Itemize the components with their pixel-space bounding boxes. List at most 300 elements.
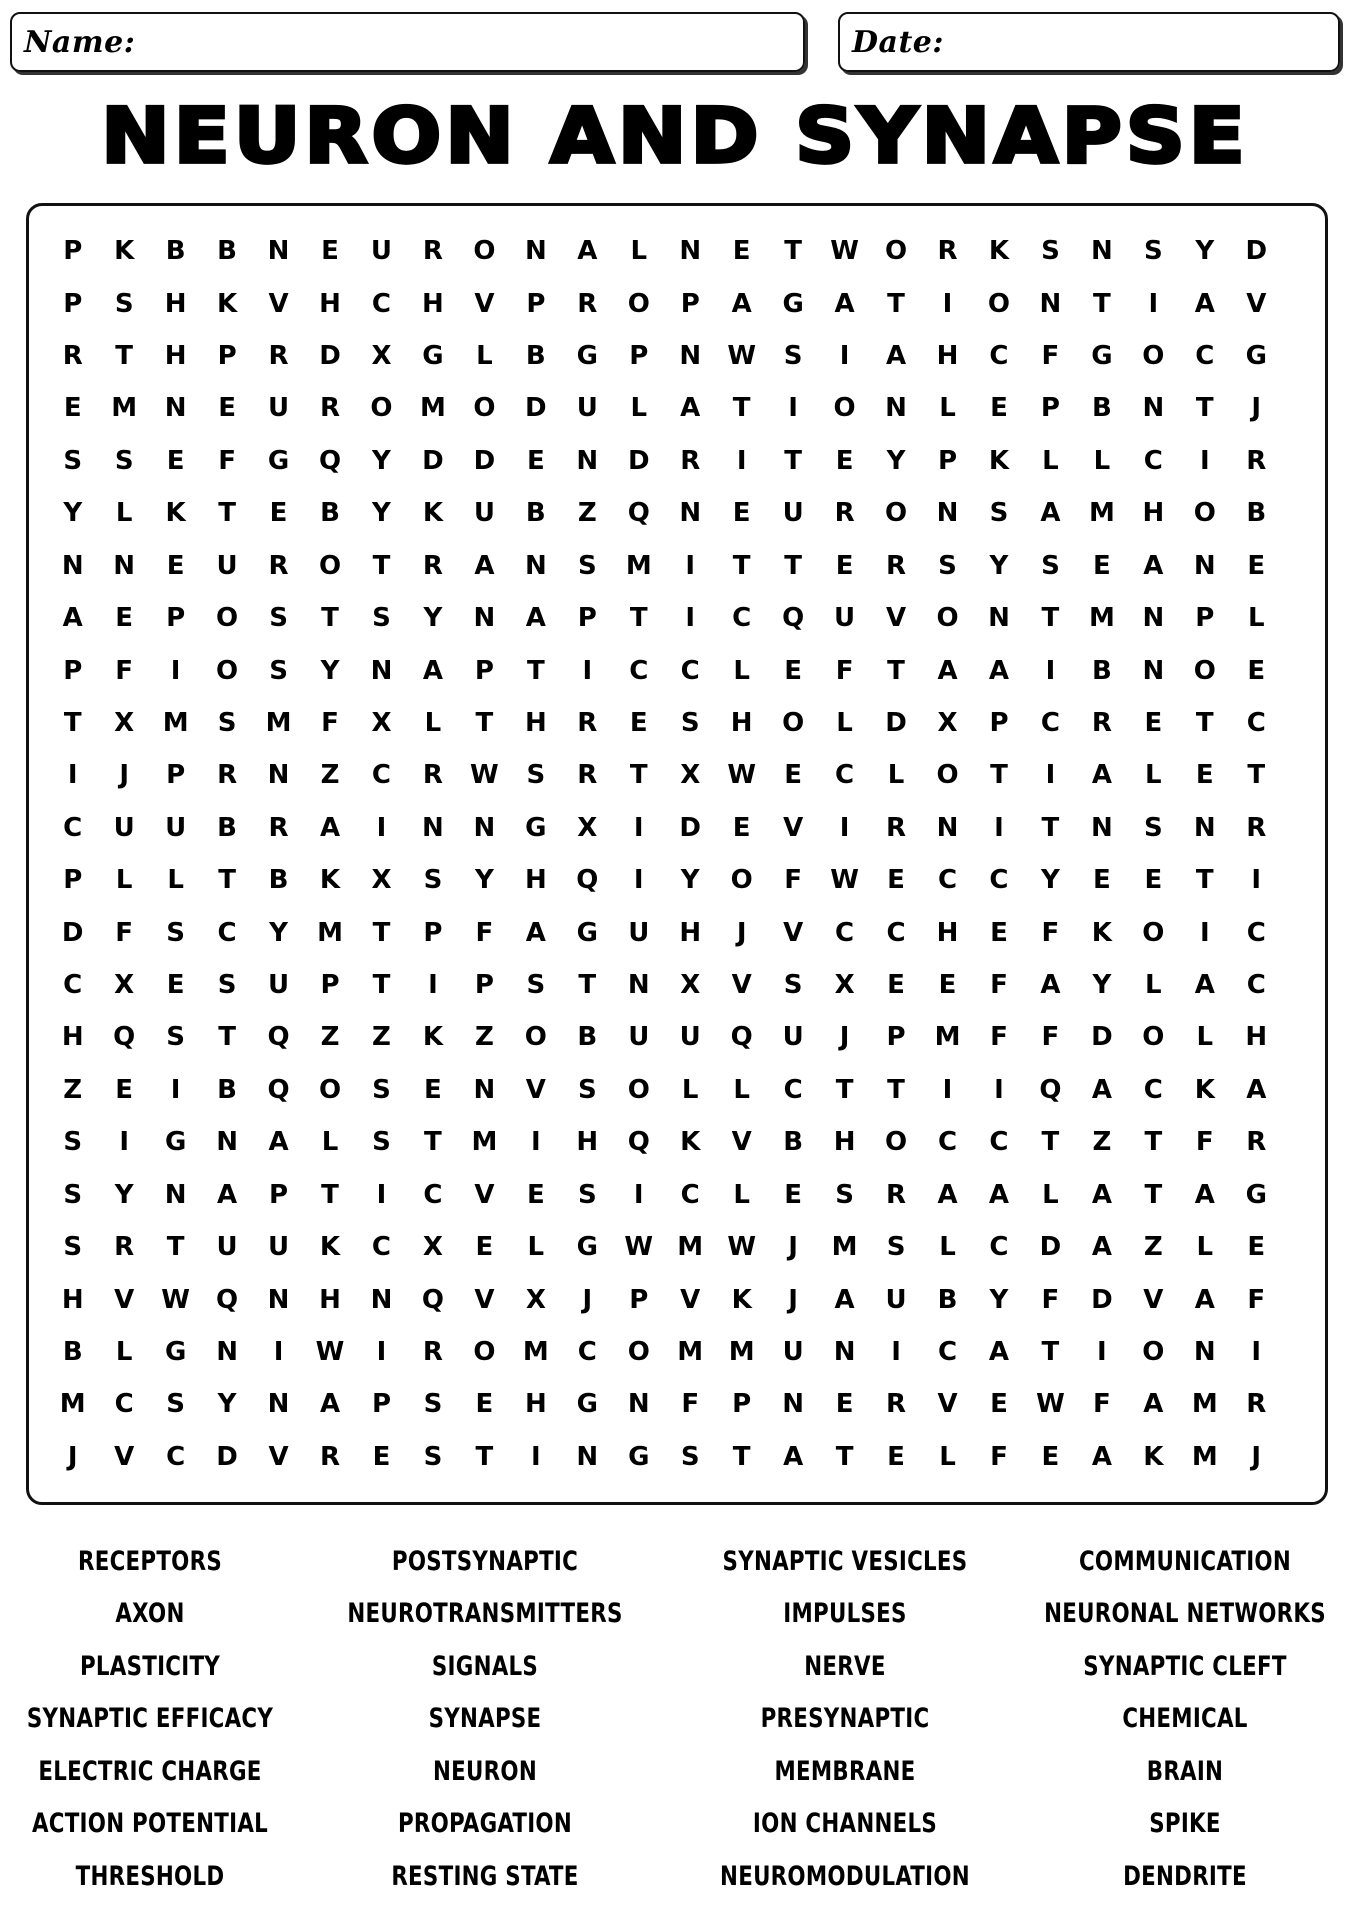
- grid-cell[interactable]: C: [1040, 707, 1060, 738]
- grid-cell[interactable]: V: [525, 1074, 546, 1105]
- grid-cell[interactable]: T: [887, 655, 905, 686]
- grid-cell[interactable]: Q: [216, 1284, 239, 1315]
- grid-cell[interactable]: X: [114, 707, 135, 738]
- grid-cell[interactable]: E: [1247, 1232, 1266, 1263]
- grid-cell[interactable]: C: [423, 1179, 443, 1210]
- grid-cell[interactable]: E: [166, 550, 185, 581]
- grid-cell[interactable]: N: [1091, 236, 1113, 267]
- grid-cell[interactable]: H: [422, 288, 444, 319]
- grid-cell[interactable]: J: [582, 1284, 593, 1315]
- grid-cell[interactable]: X: [680, 760, 701, 791]
- grid-cell[interactable]: T: [1144, 1179, 1163, 1210]
- grid-cell[interactable]: W: [315, 1336, 345, 1367]
- grid-cell[interactable]: C: [989, 865, 1009, 896]
- grid-cell[interactable]: Z: [372, 1022, 391, 1053]
- grid-cell[interactable]: F: [115, 917, 134, 948]
- grid-cell[interactable]: Y: [320, 655, 340, 686]
- grid-cell[interactable]: W: [161, 1284, 190, 1315]
- grid-cell[interactable]: L: [939, 1441, 956, 1472]
- grid-cell[interactable]: J: [788, 1284, 798, 1315]
- grid-cell[interactable]: G: [422, 341, 444, 372]
- grid-cell[interactable]: I: [685, 603, 696, 634]
- grid-cell[interactable]: K: [114, 236, 135, 267]
- grid-cell[interactable]: N: [1142, 603, 1165, 634]
- grid-cell[interactable]: L: [681, 1074, 699, 1105]
- grid-cell[interactable]: Y: [372, 498, 391, 529]
- grid-cell[interactable]: E: [424, 1074, 442, 1105]
- grid-cell[interactable]: A: [783, 1441, 804, 1472]
- grid-cell[interactable]: I: [1045, 655, 1056, 686]
- grid-cell[interactable]: A: [422, 655, 443, 686]
- grid-cell[interactable]: G: [267, 445, 290, 476]
- grid-cell[interactable]: S: [526, 970, 546, 1001]
- grid-cell[interactable]: N: [473, 812, 496, 843]
- grid-cell[interactable]: G: [782, 288, 804, 319]
- grid-cell[interactable]: O: [473, 1336, 496, 1367]
- grid-cell[interactable]: X: [422, 1232, 443, 1263]
- grid-cell[interactable]: U: [782, 1336, 804, 1367]
- grid-cell[interactable]: P: [474, 970, 494, 1001]
- grid-cell[interactable]: K: [731, 1284, 752, 1315]
- grid-cell[interactable]: S: [423, 1389, 443, 1420]
- grid-cell[interactable]: N: [627, 970, 650, 1001]
- grid-cell[interactable]: A: [988, 1179, 1010, 1210]
- grid-cell[interactable]: I: [67, 760, 78, 791]
- grid-cell[interactable]: E: [1144, 707, 1163, 738]
- grid-cell[interactable]: D: [679, 812, 702, 843]
- grid-cell[interactable]: S: [63, 1179, 83, 1210]
- grid-cell[interactable]: R: [577, 288, 598, 319]
- grid-cell[interactable]: F: [1195, 1127, 1214, 1158]
- grid-cell[interactable]: P: [1040, 393, 1060, 424]
- grid-cell[interactable]: Q: [267, 1022, 290, 1053]
- grid-cell[interactable]: F: [1041, 917, 1060, 948]
- grid-cell[interactable]: O: [730, 865, 753, 896]
- grid-cell[interactable]: C: [835, 917, 855, 948]
- grid-cell[interactable]: S: [166, 917, 185, 948]
- grid-cell[interactable]: Y: [989, 550, 1009, 581]
- grid-cell[interactable]: N: [422, 812, 444, 843]
- grid-cell[interactable]: J: [736, 917, 747, 948]
- grid-cell[interactable]: G: [576, 917, 598, 948]
- grid-cell[interactable]: I: [531, 1441, 541, 1472]
- grid-cell[interactable]: L: [939, 393, 956, 424]
- grid-cell[interactable]: K: [1143, 1441, 1164, 1472]
- grid-cell[interactable]: B: [937, 1284, 958, 1315]
- grid-cell[interactable]: Y: [423, 603, 443, 634]
- grid-cell[interactable]: I: [633, 812, 644, 843]
- grid-cell[interactable]: E: [1041, 1441, 1060, 1472]
- grid-cell[interactable]: E: [990, 393, 1008, 424]
- grid-cell[interactable]: F: [1041, 341, 1060, 372]
- grid-cell[interactable]: T: [1041, 812, 1060, 843]
- grid-cell[interactable]: E: [166, 970, 185, 1001]
- grid-cell[interactable]: E: [269, 498, 288, 529]
- grid-cell[interactable]: T: [835, 1074, 854, 1105]
- grid-cell[interactable]: E: [938, 970, 957, 1001]
- grid-cell[interactable]: X: [680, 970, 701, 1001]
- grid-cell[interactable]: H: [164, 288, 187, 319]
- grid-cell[interactable]: P: [217, 341, 237, 372]
- grid-cell[interactable]: C: [989, 1232, 1009, 1263]
- grid-cell[interactable]: H: [833, 1127, 856, 1158]
- grid-cell[interactable]: J: [67, 1441, 78, 1472]
- grid-cell[interactable]: D: [525, 393, 547, 424]
- grid-cell[interactable]: N: [164, 1179, 187, 1210]
- grid-cell[interactable]: F: [475, 917, 494, 948]
- grid-cell[interactable]: M: [1088, 498, 1115, 529]
- grid-cell[interactable]: H: [1245, 1022, 1268, 1053]
- grid-cell[interactable]: S: [577, 550, 597, 581]
- grid-cell[interactable]: Z: [320, 1022, 340, 1053]
- grid-cell[interactable]: T: [372, 550, 391, 581]
- grid-cell[interactable]: S: [423, 865, 443, 896]
- grid-cell[interactable]: G: [576, 1389, 598, 1420]
- grid-cell[interactable]: E: [732, 236, 751, 267]
- grid-cell[interactable]: O: [833, 393, 856, 424]
- grid-cell[interactable]: E: [990, 1389, 1008, 1420]
- grid-cell[interactable]: Q: [627, 1127, 650, 1158]
- grid-cell[interactable]: A: [217, 1179, 238, 1210]
- grid-cell[interactable]: P: [732, 1389, 752, 1420]
- grid-cell[interactable]: I: [1148, 288, 1159, 319]
- grid-cell[interactable]: I: [788, 393, 798, 424]
- grid-cell[interactable]: V: [474, 288, 495, 319]
- grid-cell[interactable]: E: [475, 1389, 494, 1420]
- grid-cell[interactable]: C: [371, 1232, 392, 1263]
- grid-cell[interactable]: W: [830, 865, 859, 896]
- grid-cell[interactable]: O: [318, 1074, 342, 1105]
- grid-cell[interactable]: N: [936, 498, 959, 529]
- grid-cell[interactable]: K: [1194, 1074, 1215, 1105]
- grid-cell[interactable]: R: [62, 341, 83, 372]
- grid-cell[interactable]: M: [419, 393, 446, 424]
- grid-cell[interactable]: R: [834, 498, 855, 529]
- grid-cell[interactable]: H: [1142, 498, 1165, 529]
- grid-cell[interactable]: I: [839, 812, 850, 843]
- grid-cell[interactable]: S: [783, 970, 803, 1001]
- grid-cell[interactable]: I: [531, 1127, 541, 1158]
- grid-cell[interactable]: Y: [886, 445, 906, 476]
- grid-cell[interactable]: T: [475, 707, 494, 738]
- grid-cell[interactable]: U: [628, 917, 650, 948]
- grid-cell[interactable]: R: [886, 1389, 907, 1420]
- grid-cell[interactable]: I: [1199, 917, 1210, 948]
- grid-cell[interactable]: A: [834, 288, 855, 319]
- grid-cell[interactable]: G: [525, 812, 547, 843]
- grid-cell[interactable]: C: [937, 1336, 958, 1367]
- grid-cell[interactable]: P: [526, 288, 546, 319]
- grid-cell[interactable]: C: [1195, 341, 1215, 372]
- grid-cell[interactable]: N: [1193, 1336, 1216, 1367]
- grid-cell[interactable]: A: [268, 1127, 289, 1158]
- grid-cell[interactable]: S: [217, 970, 237, 1001]
- grid-cell[interactable]: C: [114, 1389, 134, 1420]
- grid-cell[interactable]: P: [577, 603, 597, 634]
- grid-cell[interactable]: N: [370, 655, 393, 686]
- grid-cell[interactable]: L: [887, 760, 905, 791]
- grid-cell[interactable]: O: [627, 1074, 650, 1105]
- grid-cell[interactable]: T: [424, 1127, 442, 1158]
- grid-cell[interactable]: D: [422, 445, 444, 476]
- grid-cell[interactable]: O: [1142, 1336, 1165, 1367]
- grid-cell[interactable]: N: [627, 1389, 650, 1420]
- grid-cell[interactable]: P: [937, 445, 958, 476]
- grid-cell[interactable]: R: [268, 341, 289, 372]
- grid-cell[interactable]: E: [115, 603, 134, 634]
- grid-cell[interactable]: T: [372, 970, 391, 1001]
- grid-cell[interactable]: C: [937, 865, 958, 896]
- grid-cell[interactable]: F: [784, 865, 803, 896]
- grid-cell[interactable]: Y: [372, 445, 391, 476]
- grid-cell[interactable]: Z: [1143, 1232, 1163, 1263]
- grid-cell[interactable]: N: [164, 393, 187, 424]
- grid-cell[interactable]: L: [1145, 760, 1162, 791]
- grid-cell[interactable]: N: [1193, 550, 1216, 581]
- grid-cell[interactable]: S: [114, 288, 134, 319]
- grid-cell[interactable]: M: [111, 393, 138, 424]
- grid-cell[interactable]: T: [887, 1074, 905, 1105]
- grid-cell[interactable]: E: [1247, 550, 1266, 581]
- grid-cell[interactable]: B: [217, 1074, 237, 1105]
- grid-cell[interactable]: R: [886, 1179, 907, 1210]
- grid-cell[interactable]: M: [831, 1232, 858, 1263]
- grid-cell[interactable]: U: [782, 498, 804, 529]
- grid-cell[interactable]: T: [990, 760, 1008, 791]
- grid-cell[interactable]: M: [265, 707, 292, 738]
- grid-cell[interactable]: W: [624, 1232, 654, 1263]
- grid-cell[interactable]: H: [61, 1022, 84, 1053]
- grid-cell[interactable]: I: [736, 445, 747, 476]
- grid-cell[interactable]: H: [164, 341, 187, 372]
- grid-cell[interactable]: S: [372, 1074, 391, 1105]
- grid-cell[interactable]: F: [990, 970, 1008, 1001]
- grid-cell[interactable]: G: [576, 1232, 598, 1263]
- grid-cell[interactable]: Q: [782, 603, 805, 634]
- grid-cell[interactable]: O: [885, 236, 908, 267]
- grid-cell[interactable]: U: [628, 1022, 650, 1053]
- grid-cell[interactable]: E: [784, 760, 803, 791]
- grid-cell[interactable]: I: [119, 1127, 130, 1158]
- grid-cell[interactable]: J: [839, 1022, 850, 1053]
- grid-cell[interactable]: U: [885, 1284, 907, 1315]
- grid-cell[interactable]: R: [422, 550, 443, 581]
- grid-cell[interactable]: Y: [474, 865, 494, 896]
- grid-cell[interactable]: P: [629, 341, 649, 372]
- grid-cell[interactable]: I: [633, 865, 644, 896]
- grid-cell[interactable]: S: [63, 1232, 83, 1263]
- grid-cell[interactable]: O: [987, 288, 1011, 319]
- grid-cell[interactable]: A: [1091, 1232, 1112, 1263]
- grid-cell[interactable]: F: [218, 445, 236, 476]
- grid-cell[interactable]: C: [937, 1127, 958, 1158]
- grid-cell[interactable]: M: [1191, 1389, 1218, 1420]
- grid-cell[interactable]: B: [217, 236, 237, 267]
- grid-cell[interactable]: L: [1042, 445, 1059, 476]
- grid-cell[interactable]: D: [1039, 1232, 1062, 1263]
- grid-cell[interactable]: X: [371, 341, 392, 372]
- grid-cell[interactable]: T: [835, 1441, 854, 1472]
- grid-cell[interactable]: I: [1097, 1336, 1107, 1367]
- grid-cell[interactable]: A: [1040, 498, 1061, 529]
- grid-cell[interactable]: P: [680, 288, 700, 319]
- grid-cell[interactable]: M: [625, 550, 652, 581]
- grid-cell[interactable]: T: [732, 1441, 751, 1472]
- grid-cell[interactable]: L: [733, 655, 750, 686]
- grid-cell[interactable]: X: [834, 970, 855, 1001]
- grid-cell[interactable]: V: [783, 917, 804, 948]
- grid-cell[interactable]: T: [784, 550, 802, 581]
- grid-cell[interactable]: X: [937, 707, 958, 738]
- grid-cell[interactable]: R: [1091, 707, 1112, 738]
- grid-cell[interactable]: W: [727, 760, 757, 791]
- grid-cell[interactable]: V: [474, 1179, 495, 1210]
- grid-cell[interactable]: G: [628, 1441, 650, 1472]
- grid-cell[interactable]: A: [1091, 1179, 1112, 1210]
- grid-cell[interactable]: I: [1045, 760, 1056, 791]
- grid-cell[interactable]: A: [1091, 1074, 1112, 1105]
- grid-cell[interactable]: K: [319, 1232, 341, 1263]
- grid-cell[interactable]: N: [576, 1441, 599, 1472]
- grid-cell[interactable]: R: [937, 236, 958, 267]
- grid-cell[interactable]: S: [989, 498, 1009, 529]
- grid-cell[interactable]: B: [577, 1022, 598, 1053]
- grid-cell[interactable]: R: [319, 1441, 341, 1472]
- grid-cell[interactable]: L: [1093, 445, 1111, 476]
- grid-cell[interactable]: D: [1245, 236, 1268, 267]
- grid-cell[interactable]: A: [1091, 1441, 1112, 1472]
- grid-cell[interactable]: I: [376, 1179, 387, 1210]
- grid-cell[interactable]: P: [166, 760, 186, 791]
- grid-cell[interactable]: N: [1039, 288, 1062, 319]
- grid-cell[interactable]: O: [1193, 498, 1216, 529]
- grid-cell[interactable]: I: [685, 550, 696, 581]
- grid-cell[interactable]: F: [681, 1389, 700, 1420]
- grid-cell[interactable]: K: [319, 865, 341, 896]
- grid-cell[interactable]: E: [629, 707, 648, 738]
- grid-cell[interactable]: W: [727, 1232, 757, 1263]
- grid-cell[interactable]: H: [524, 707, 547, 738]
- grid-cell[interactable]: L: [939, 1232, 956, 1263]
- grid-cell[interactable]: G: [164, 1127, 187, 1158]
- grid-cell[interactable]: E: [887, 1441, 905, 1472]
- grid-cell[interactable]: R: [1246, 1127, 1267, 1158]
- grid-cell[interactable]: U: [216, 1232, 238, 1263]
- grid-cell[interactable]: L: [321, 1127, 339, 1158]
- grid-cell[interactable]: F: [115, 655, 134, 686]
- grid-cell[interactable]: E: [784, 1179, 803, 1210]
- grid-cell[interactable]: E: [475, 1232, 494, 1263]
- grid-cell[interactable]: S: [886, 1232, 906, 1263]
- grid-cell[interactable]: T: [629, 603, 648, 634]
- grid-cell[interactable]: A: [680, 393, 701, 424]
- grid-cell[interactable]: C: [783, 1074, 803, 1105]
- grid-cell[interactable]: L: [733, 1179, 750, 1210]
- grid-cell[interactable]: A: [1194, 970, 1215, 1001]
- grid-cell[interactable]: I: [428, 970, 438, 1001]
- grid-cell[interactable]: K: [422, 498, 443, 529]
- grid-cell[interactable]: I: [170, 1074, 181, 1105]
- grid-cell[interactable]: U: [782, 1022, 804, 1053]
- grid-cell[interactable]: P: [320, 970, 340, 1001]
- grid-cell[interactable]: S: [269, 655, 288, 686]
- grid-cell[interactable]: C: [166, 1441, 186, 1472]
- grid-cell[interactable]: A: [525, 603, 546, 634]
- grid-cell[interactable]: V: [268, 1441, 289, 1472]
- grid-cell[interactable]: N: [679, 236, 702, 267]
- grid-cell[interactable]: W: [727, 341, 757, 372]
- grid-cell[interactable]: Z: [474, 1022, 494, 1053]
- grid-cell[interactable]: T: [63, 707, 82, 738]
- grid-cell[interactable]: S: [423, 1441, 443, 1472]
- grid-cell[interactable]: S: [680, 1441, 700, 1472]
- grid-cell[interactable]: P: [474, 655, 494, 686]
- grid-cell[interactable]: N: [370, 1284, 393, 1315]
- grid-cell[interactable]: K: [422, 1022, 443, 1053]
- grid-cell[interactable]: N: [679, 498, 702, 529]
- grid-cell[interactable]: E: [887, 865, 905, 896]
- grid-cell[interactable]: C: [680, 655, 700, 686]
- grid-cell[interactable]: L: [1247, 603, 1265, 634]
- grid-cell[interactable]: T: [887, 288, 905, 319]
- grid-cell[interactable]: I: [1251, 865, 1262, 896]
- grid-cell[interactable]: L: [1196, 1232, 1214, 1263]
- grid-cell[interactable]: Y: [1092, 970, 1112, 1001]
- grid-cell[interactable]: O: [524, 1022, 547, 1053]
- grid-cell[interactable]: J: [788, 1232, 798, 1263]
- grid-cell[interactable]: X: [371, 707, 392, 738]
- grid-cell[interactable]: B: [165, 236, 186, 267]
- grid-cell[interactable]: K: [1091, 917, 1112, 948]
- grid-cell[interactable]: E: [784, 655, 803, 686]
- grid-cell[interactable]: E: [526, 445, 545, 476]
- grid-cell[interactable]: S: [372, 1127, 391, 1158]
- grid-cell[interactable]: V: [885, 603, 907, 634]
- grid-cell[interactable]: P: [371, 1389, 391, 1420]
- grid-cell[interactable]: N: [576, 445, 599, 476]
- grid-cell[interactable]: U: [267, 1232, 290, 1263]
- grid-cell[interactable]: H: [319, 1284, 341, 1315]
- grid-cell[interactable]: A: [988, 1336, 1010, 1367]
- grid-cell[interactable]: O: [936, 760, 959, 791]
- grid-cell[interactable]: C: [1246, 917, 1266, 948]
- grid-cell[interactable]: R: [1246, 445, 1267, 476]
- grid-cell[interactable]: T: [1093, 288, 1111, 319]
- grid-cell[interactable]: C: [732, 603, 752, 634]
- grid-cell[interactable]: T: [1195, 865, 1214, 896]
- grid-cell[interactable]: N: [61, 550, 84, 581]
- grid-cell[interactable]: D: [1091, 1022, 1113, 1053]
- grid-cell[interactable]: E: [835, 1389, 854, 1420]
- grid-cell[interactable]: B: [1246, 498, 1267, 529]
- grid-cell[interactable]: V: [1143, 1284, 1164, 1315]
- grid-cell[interactable]: T: [732, 393, 751, 424]
- grid-cell[interactable]: U: [267, 393, 290, 424]
- grid-cell[interactable]: F: [835, 655, 854, 686]
- grid-cell[interactable]: P: [269, 1179, 289, 1210]
- grid-cell[interactable]: W: [830, 236, 859, 267]
- grid-cell[interactable]: Q: [576, 865, 599, 896]
- grid-cell[interactable]: S: [166, 1022, 185, 1053]
- grid-cell[interactable]: R: [886, 550, 907, 581]
- grid-cell[interactable]: I: [942, 1074, 953, 1105]
- grid-cell[interactable]: T: [218, 865, 236, 896]
- grid-cell[interactable]: M: [317, 917, 343, 948]
- grid-cell[interactable]: P: [166, 603, 186, 634]
- grid-cell[interactable]: P: [423, 917, 443, 948]
- grid-cell[interactable]: P: [989, 707, 1009, 738]
- grid-cell[interactable]: A: [834, 1284, 855, 1315]
